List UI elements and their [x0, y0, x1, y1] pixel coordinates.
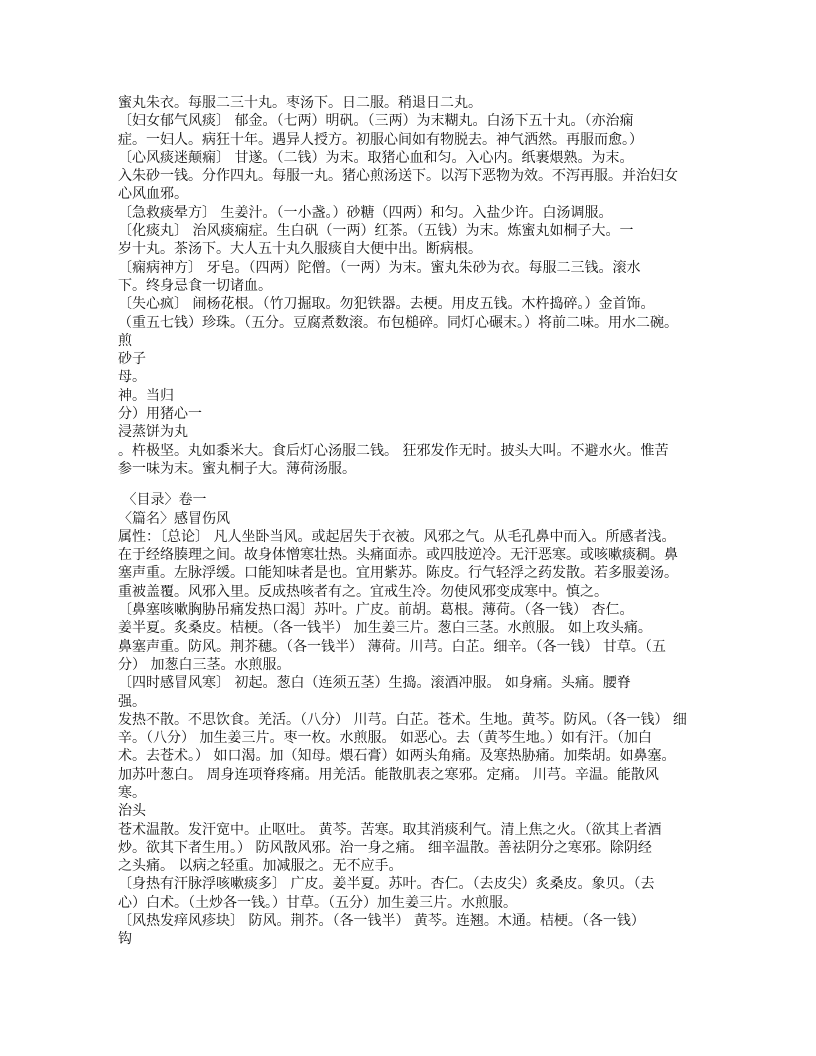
text-line: 术。去苍术。） 如口渴。加（知母。煨石膏）如两头角痛。及寒热胁痛。加柴胡。如鼻塞。 — [118, 748, 676, 765]
text-line: 发热不散。不思饮食。羌活。（八分） 川芎。白芷。苍术。生地。黄芩。防风。（各一钱） 细 — [118, 711, 687, 728]
text-line: 属性：〔总论〕 凡人坐卧当风。或起居失于衣被。风邪之气。从毛孔鼻中而入。所感者浅。 — [118, 528, 676, 545]
text-line: 〔失心疯〕 闹杨花根。（竹刀掘取。勿犯铁器。去梗。用皮五钱。木杵捣碎。）金首饰。 — [118, 296, 655, 313]
text-line: 砂子 — [118, 351, 146, 368]
text-line: 参一味为末。蜜丸桐子大。薄荷汤服。 — [118, 460, 356, 477]
document-page — [118, 94, 708, 949]
text-line: 。杵极坚。丸如黍米大。食后灯心汤服二钱。 狂邪发作无时。披头大叫。不避水火。惟苦 — [118, 442, 669, 459]
section-gap — [118, 478, 708, 491]
text-line: 〈目录〉卷一 — [118, 492, 207, 509]
text-line: 入朱砂一钱。分作四丸。每服一丸。猪心煎汤送下。以泻下恶物为效。不泻再服。并治妇女 — [118, 168, 678, 185]
text-line: 治头 — [118, 803, 146, 820]
text-line: 塞声重。左脉浮缓。口能知味者是也。宜用紫苏。陈皮。行气轻浮之药发散。若多服姜汤。 — [118, 565, 678, 582]
text-line: 神。当归 — [118, 387, 174, 404]
text-line: 在于经络腠理之间。故身体憎寒壮热。头痛面赤。或四肢逆冷。无汗恶寒。或咳嗽痰稠。鼻 — [118, 547, 678, 564]
text-line: 分） 加葱白三茎。水煎服。 — [118, 656, 291, 673]
text-line: 下。终身忌食一切诸血。 — [118, 277, 272, 294]
text-line: 煎 — [118, 332, 132, 349]
text-line: 心）白术。（土炒各一钱。）甘草。（五分）加生姜三片。水煎服。 — [118, 894, 517, 911]
text-line: 〔风热发痒风疹块〕 防风。荆芥。（各一钱半） 黄芩。连翘。木通。桔梗。（各一钱） — [118, 913, 645, 930]
text-line: 岁十丸。茶汤下。大人五十丸久服痰自大便中出。断病根。 — [118, 241, 482, 258]
text-line: 〈篇名〉感冒伤风 — [118, 510, 230, 527]
section-chapter-one-cold-wind — [118, 491, 708, 948]
text-line: 〔化痰丸〕 治风痰痫症。生白矾（一两）红茶。（五钱）为末。炼蜜丸如桐子大。一 — [118, 223, 634, 240]
text-line: 寒。 — [118, 784, 146, 801]
section-remedies-continued — [118, 94, 708, 478]
text-line: 心风血邪。 — [118, 186, 188, 203]
text-line: 重被盖覆。风邪入里。反成热咳者有之。宜戒生冷。勿使风邪变成寒中。慎之。 — [118, 583, 608, 600]
text-line: 浸蒸饼为丸 — [118, 424, 188, 441]
text-line: 〔鼻塞咳嗽胸胁吊痛发热口渴〕苏叶。广皮。前胡。葛根。薄荷。（各一钱） 杏仁。 — [118, 602, 634, 619]
text-line: 〔身热有汗脉浮咳嗽痰多〕 广皮。姜半夏。苏叶。杏仁。（去皮尖）炙桑皮。象贝。（去 — [118, 876, 655, 893]
text-line: 〔四时感冒风寒〕 初起。葱白（连须五茎）生捣。滚酒冲服。 如身痛。头痛。腰脊 — [118, 675, 631, 692]
text-line: 分）用猪心一 — [118, 406, 202, 423]
text-line: 症。一妇人。病狂十年。遇异人授方。初服心间如有物脱去。神气洒然。再服而愈。） — [118, 131, 643, 148]
text-line: 辛。（八分） 加生姜三片。枣一枚。水煎服。 如恶心。去（黄芩生地。）如有汗。（加白 — [118, 730, 652, 747]
text-line: 〔痫病神方〕 牙皂。（四两）陀僧。（一两）为末。蜜丸朱砂为衣。每服二三钱。滚水 — [118, 259, 641, 276]
text-line: 苍术温散。发汗宽中。止呕吐。 黄芩。苦寒。取其消痰利气。清上焦之火。（欲其上者酒 — [118, 821, 662, 838]
text-line: 〔妇女郁气风痰〕 郁金。（七两）明矾。（三两）为末糊丸。白汤下五十丸。（亦治痫 — [118, 113, 634, 130]
text-line: 之头痛。 以病之轻重。加减服之。无不应手。 — [118, 858, 403, 875]
text-line: （重五七钱）珍珠。（五分。豆腐煮数滚。布包槌碎。同灯心碾末。）将前二味。用水二碗。 — [118, 314, 678, 331]
text-line: 炒。欲其下者生用。） 防风散风邪。治一身之痛。 细辛温散。善祛阴分之寒邪。除阴经 — [118, 839, 652, 856]
text-line: 〔心风痰迷颠痫〕 甘遂。（二钱）为末。取猪心血和匀。入心内。纸裹煨熟。为末。 — [118, 149, 634, 166]
text-line: 姜半夏。炙桑皮。桔梗。（各一钱半） 加生姜三片。葱白三茎。水煎服。 如上攻头痛。 — [118, 620, 652, 637]
text-line: 强。 — [118, 693, 146, 710]
text-line: 鼻塞声重。防风。荆芥穗。（各一钱半） 薄荷。川芎。白芷。细辛。（各一钱） 甘草。（五 — [118, 638, 666, 655]
text-line: 〔急救痰晕方〕 生姜汁。（一小盏。）砂糖（四两）和匀。入盐少许。白汤调服。 — [118, 204, 613, 221]
text-line: 加苏叶葱白。 周身连项脊疼痛。用羌活。能散肌表之寒邪。定痛。 川芎。辛温。能散风 — [118, 766, 659, 783]
text-line: 母。 — [118, 369, 146, 386]
text-line: 蜜丸朱衣。每服二三十丸。枣汤下。日二服。稍退日二丸。 — [118, 95, 482, 111]
text-line: 钩 — [118, 931, 132, 948]
